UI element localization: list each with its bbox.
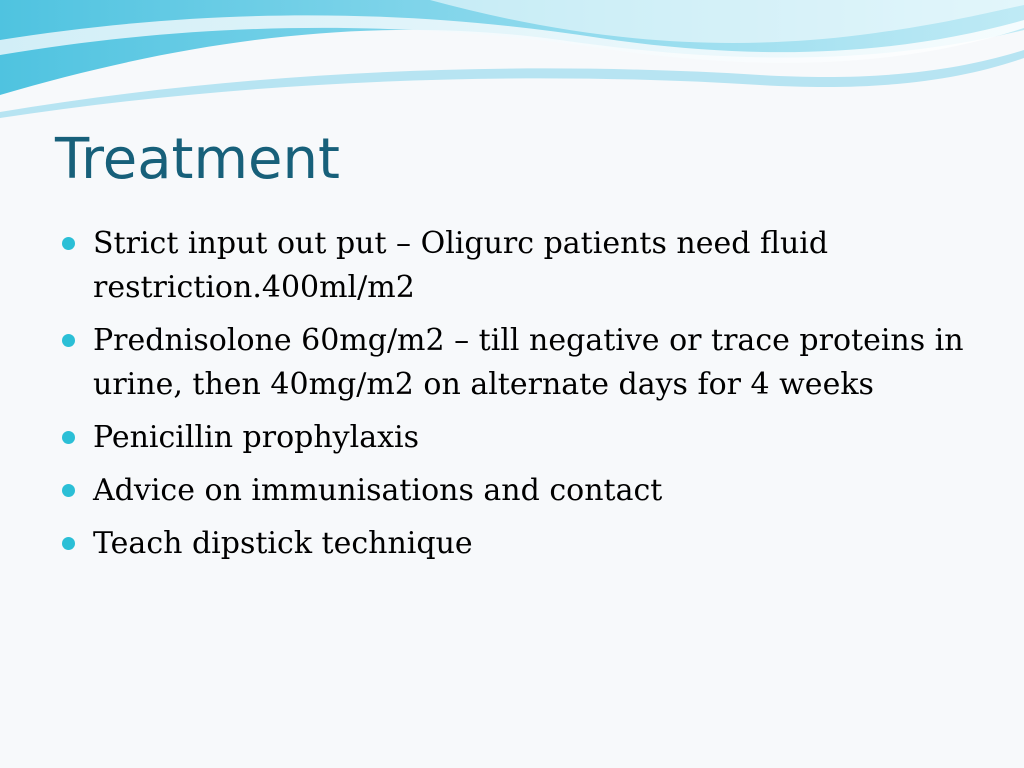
header-wave-decoration bbox=[0, 0, 1024, 120]
bullet-text: Advice on immunisations and contact bbox=[93, 473, 663, 508]
bullet-item bbox=[62, 416, 992, 460]
bullet-text: Teach dipstick technique bbox=[93, 526, 473, 561]
bullet-dot-icon bbox=[62, 237, 75, 250]
bullet-item bbox=[62, 319, 992, 407]
bullet-list bbox=[62, 222, 992, 575]
bullet-dot-icon bbox=[62, 431, 75, 444]
bullet-dot-icon bbox=[62, 484, 75, 497]
bullet-dot-icon bbox=[62, 537, 75, 550]
bullet-item bbox=[62, 469, 992, 513]
bullet-item bbox=[62, 222, 992, 310]
bullet-dot-icon bbox=[62, 334, 75, 347]
slide-title: Treatment bbox=[55, 127, 340, 192]
bullet-text: Strict input out put – Oligurc patients need fluid restriction.400ml/m2 bbox=[93, 226, 829, 305]
bullet-text: Prednisolone 60mg/m2 – till negative or trace proteins in urine, then 40mg/m2 on alternate days for 4 weeks bbox=[93, 323, 964, 402]
bullet-text: Penicillin prophylaxis bbox=[93, 420, 420, 455]
bullet-item bbox=[62, 522, 992, 566]
